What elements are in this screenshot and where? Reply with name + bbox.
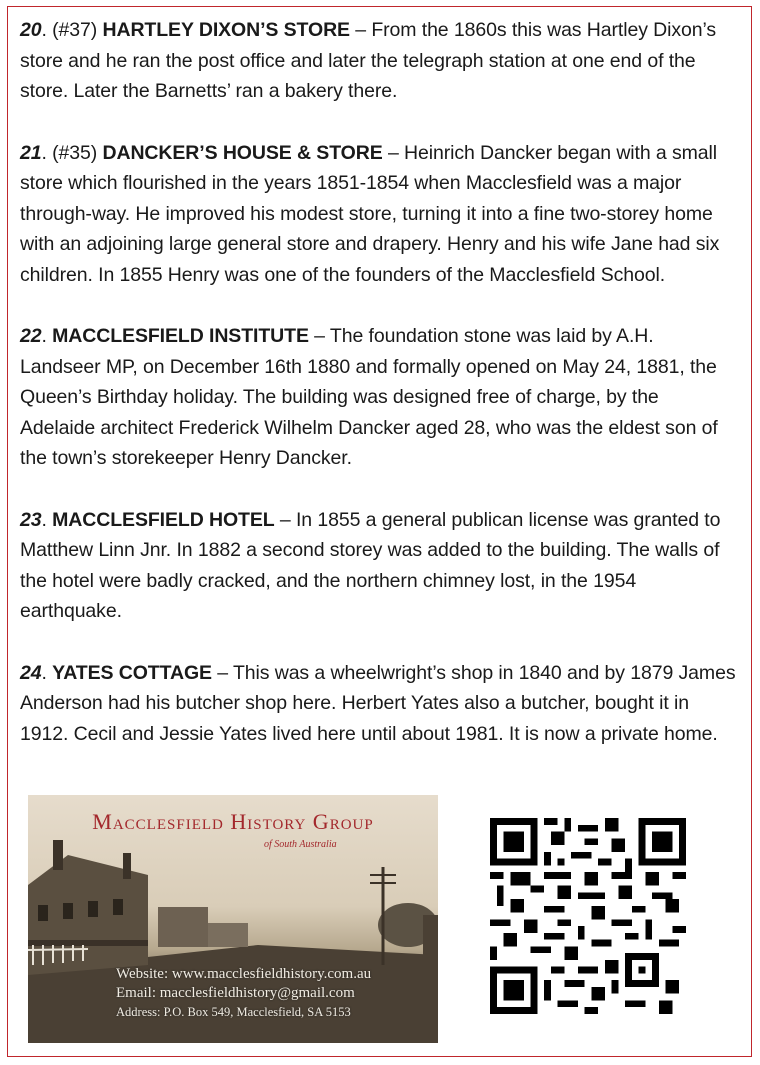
entry-number: 24	[20, 661, 42, 684]
history-group-card	[28, 795, 438, 1043]
card-email: Email: macclesfieldhistory@gmail.com	[116, 985, 355, 1001]
entry-ref: . (#35)	[41, 141, 103, 164]
entry-24	[20, 658, 738, 750]
entry-22	[20, 321, 738, 474]
entry-ref: . (#37)	[41, 19, 103, 41]
entry-number: 23	[20, 508, 42, 531]
entry-title: MACCLESFIELD INSTITUTE	[52, 325, 309, 347]
entry-title: DANCKER’S HOUSE & STORE	[102, 141, 383, 164]
qr-code-icon	[490, 818, 686, 1014]
entry-number: 22	[20, 325, 42, 347]
entry-21	[20, 138, 738, 291]
entries-list	[20, 15, 738, 780]
entry-23	[20, 505, 738, 627]
entry-number: 21	[20, 141, 42, 164]
card-address: Address: P.O. Box 549, Macclesfield, SA 5153	[116, 1005, 351, 1019]
entry-text: – In 1855 a general publican license was granted to Matthew Linn Jnr. In 1882 a second storey was added to the building. The walls of the hotel were badly cracked, and the northern chimney lost, in the 1954 earthquake.	[20, 508, 721, 622]
entry-text: – This was a wheelwright’s shop in 1840 and by 1879 James Anderson had his butcher shop here. Herbert Yates also a butcher, bought it in 1912. Cecil and Jessie Yates lived here until about 1981. It is now a private home.	[20, 661, 736, 745]
entry-ref: .	[41, 508, 53, 531]
entry-title: MACCLESFIELD HOTEL	[52, 508, 275, 531]
card-contact	[116, 965, 371, 1021]
entry-ref: .	[41, 325, 53, 347]
card-title: Macclesfield History Group	[92, 809, 374, 834]
entry-number: 20	[20, 19, 42, 41]
entry-20	[20, 15, 738, 107]
entry-text: – The foundation stone was laid by A.H. Landseer MP, on December 16th 1880 and formally opened on May 24, 1881, the Queen’s Birthday holiday. The building was designed free of charge, by the Adelaide architect Frederick Wilhelm Dancker aged 28, who was the eldest son of the town’s storekeeper Henry Dancker.	[20, 325, 718, 469]
entry-ref: .	[41, 661, 53, 684]
card-subtitle: of South Australia	[264, 839, 337, 850]
entry-title: YATES COTTAGE	[52, 661, 212, 684]
entry-title: HARTLEY DIXON’S STORE	[102, 19, 350, 41]
entry-text: – From the 1860s this was Hartley Dixon’s store and he ran the post office and later the telegraph station at one end of the store. Later the Barnetts’ ran a bakery there.	[20, 19, 717, 102]
entry-text: – Heinrich Dancker began with a small store which flourished in the years 1851-1854 when Macclesfield was a major through-way. He improved his modest store, turning it into a fine two-storey home with an adjoining large general store and drapery. Henry and his wife Jane had six children. In 1855 Henry was one of the founders of the Macclesfield School.	[20, 141, 720, 286]
card-website: Website: www.macclesfieldhistory.com.au	[116, 966, 372, 982]
